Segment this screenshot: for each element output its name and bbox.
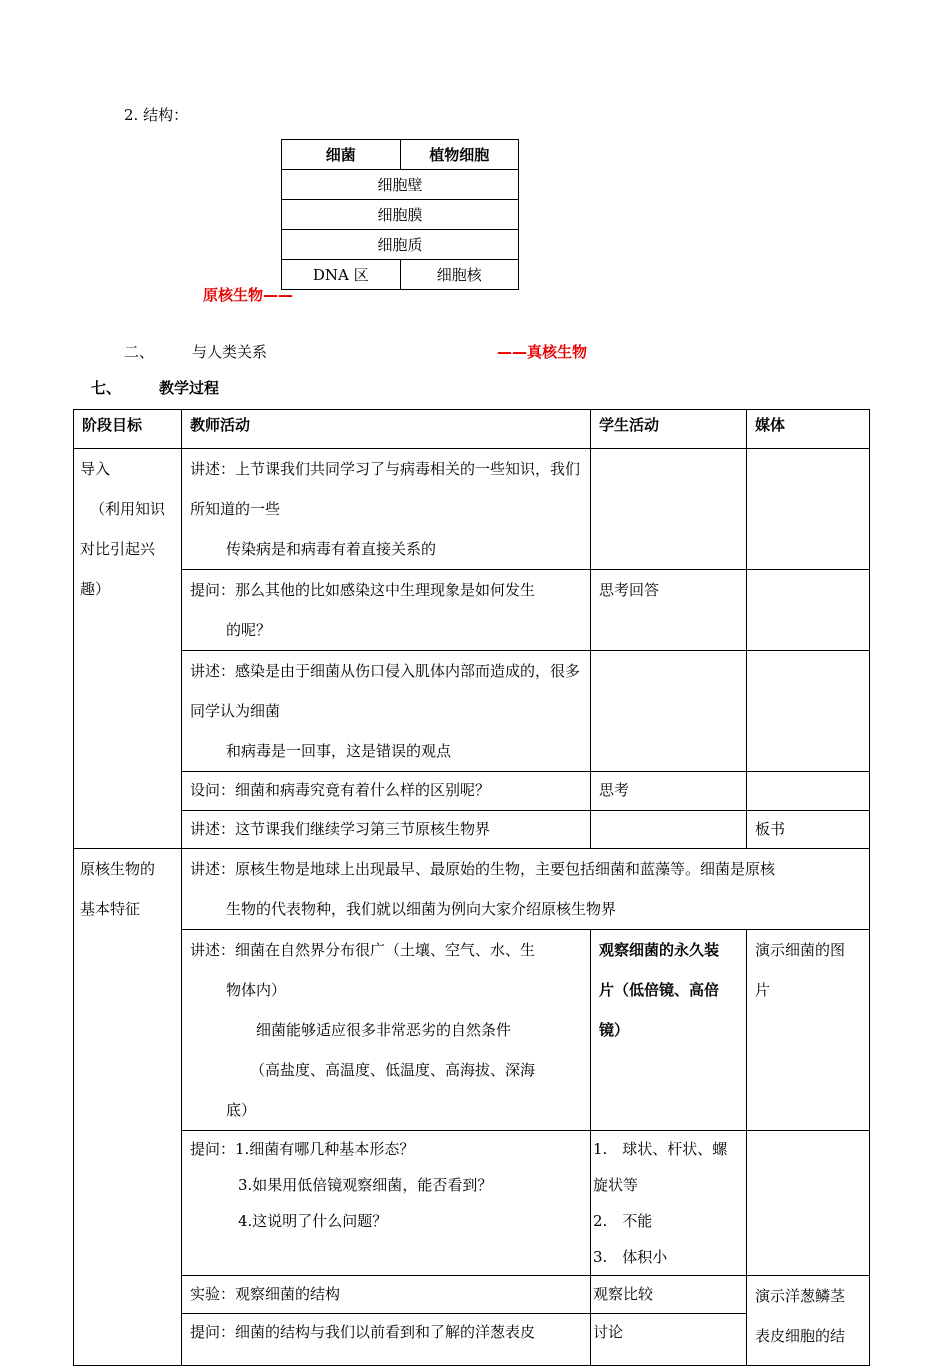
student-cell — [591, 1314, 747, 1366]
teacher-line: 提问：1.细菌有哪几种基本形态？ — [190, 1140, 415, 1158]
teacher-cell — [182, 449, 591, 570]
teacher-line: 和病毒是一回事，这是错误的观点 — [226, 742, 452, 760]
section-relation-number: 二、 — [124, 343, 155, 361]
structure-header-plant-cell: 植物细胞 — [400, 140, 519, 170]
student-cell — [591, 930, 747, 1131]
teacher-cell — [182, 772, 591, 811]
teacher-line: 讲述：原核生物是地球上出现最早、最原始的生物，主要包括细菌和蓝藻等。细菌是原核 — [190, 860, 776, 878]
teacher-cell — [182, 1314, 591, 1366]
media-cell — [747, 449, 870, 570]
stage-line: 趣） — [80, 580, 111, 598]
stage-prokaryote-features — [74, 849, 182, 1366]
student-line: 2. 不能 — [593, 1212, 653, 1230]
stage-line: 基本特征 — [80, 900, 141, 918]
teacher-line: 实验：观察细菌的结构 — [190, 1285, 341, 1303]
student-line: 3. 体积小 — [593, 1248, 668, 1266]
teacher-line: 底） — [226, 1101, 257, 1119]
section-structure-label: 2. 结构： — [124, 106, 189, 124]
student-cell: 思考回答 — [591, 570, 747, 651]
media-cell — [747, 930, 870, 1131]
student-cell — [591, 449, 747, 570]
teacher-line: 细菌能够适应很多非常恶劣的自然条件 — [256, 1021, 512, 1039]
stage-line: 对比引起兴 — [80, 540, 156, 558]
structure-header-bacteria: 细菌 — [282, 140, 401, 170]
teacher-line: 讲述：感染是由于细菌从伤口侵入肌体内部而造成的，很多同学认为细菌 — [190, 662, 581, 720]
media-cell — [747, 651, 870, 772]
teacher-line: （高盐度、高温度、低温度、高海拔、深海 — [250, 1061, 536, 1079]
student-cell — [591, 811, 747, 849]
header-media: 媒体 — [747, 410, 870, 449]
media-cell — [747, 772, 870, 811]
section-process-label: 教学过程 — [159, 379, 220, 397]
teacher-line: 设问：细菌和病毒究竟有着什么样的区别呢？ — [190, 781, 491, 799]
media-cell — [747, 1276, 870, 1366]
teacher-line: 物体内） — [226, 981, 287, 999]
teacher-cell — [182, 811, 591, 849]
media-line: 演示洋葱鳞茎 — [755, 1287, 846, 1305]
media-cell — [747, 1131, 870, 1276]
teacher-cell — [182, 651, 591, 772]
media-line: 片 — [755, 981, 771, 999]
student-cell — [591, 1131, 747, 1276]
teacher-cell — [182, 570, 591, 651]
teacher-line: 3.如果用低倍镜观察细菌，能否看到？ — [238, 1176, 493, 1194]
stage-line: 导入 — [80, 460, 111, 478]
media-cell: 板书 — [747, 811, 870, 849]
student-line: 镜） — [599, 1021, 630, 1039]
structure-row-cytoplasm: 细胞质 — [282, 230, 519, 260]
teacher-line: 传染病是和病毒有着直接关系的 — [226, 540, 437, 558]
teacher-cell — [182, 1131, 591, 1276]
teacher-cell — [182, 849, 870, 930]
student-cell: 思考 — [591, 772, 747, 811]
header-teacher-activity: 教师活动 — [182, 410, 591, 449]
stage-line: 原核生物的 — [80, 860, 156, 878]
teacher-line: 生物的代表物种，我们就以细菌为例向大家介绍原核生物界 — [226, 900, 617, 918]
annotation-eukaryote: ——真核生物 — [497, 343, 588, 361]
annotation-prokaryote: 原核生物—— — [203, 286, 294, 304]
teacher-line: 讲述：细菌在自然界分布很广（土壤、空气、水、生 — [190, 941, 536, 959]
header-stage-goal: 阶段目标 — [74, 410, 182, 449]
media-line: 演示细菌的图 — [755, 941, 846, 959]
student-line: 讨论 — [593, 1323, 624, 1341]
teacher-line: 提问：那么其他的比如感染这中生理现象是如何发生 — [190, 581, 536, 599]
teacher-line: 的呢？ — [226, 621, 272, 639]
teacher-line: 4.这说明了什么问题？ — [238, 1212, 388, 1230]
stage-introduction — [74, 449, 182, 849]
teaching-process-table — [73, 409, 870, 1366]
media-line: 表皮细胞的结 — [755, 1327, 846, 1345]
section-relation-label: 与人类关系 — [192, 343, 268, 361]
media-cell — [747, 570, 870, 651]
structure-row-cell-wall: 细胞壁 — [282, 170, 519, 200]
structure-cell-nucleus: 细胞核 — [400, 260, 519, 290]
structure-table — [281, 139, 519, 290]
student-cell — [591, 1276, 747, 1314]
teacher-cell — [182, 930, 591, 1131]
teacher-cell — [182, 1276, 591, 1314]
student-cell — [591, 651, 747, 772]
section-process-number: 七、 — [91, 379, 122, 397]
student-line: 观察细菌的永久装 — [599, 941, 720, 959]
stage-line: （利用知识 — [89, 500, 165, 518]
student-line: 1. 球状、杆状、螺旋状等 — [593, 1140, 728, 1194]
teacher-line: 讲述：上节课我们共同学习了与病毒相关的一些知识，我们所知道的一些 — [190, 460, 581, 518]
teacher-line: 提问：细菌的结构与我们以前看到和了解的洋葱表皮 — [190, 1323, 536, 1341]
header-student-activity: 学生活动 — [591, 410, 747, 449]
structure-cell-dna-region: DNA 区 — [282, 260, 401, 290]
teacher-line: 讲述：这节课我们继续学习第三节原核生物界 — [190, 820, 491, 838]
structure-row-cell-membrane: 细胞膜 — [282, 200, 519, 230]
student-line: 片（低倍镜、高倍 — [599, 981, 720, 999]
student-line: 观察比较 — [593, 1285, 654, 1303]
